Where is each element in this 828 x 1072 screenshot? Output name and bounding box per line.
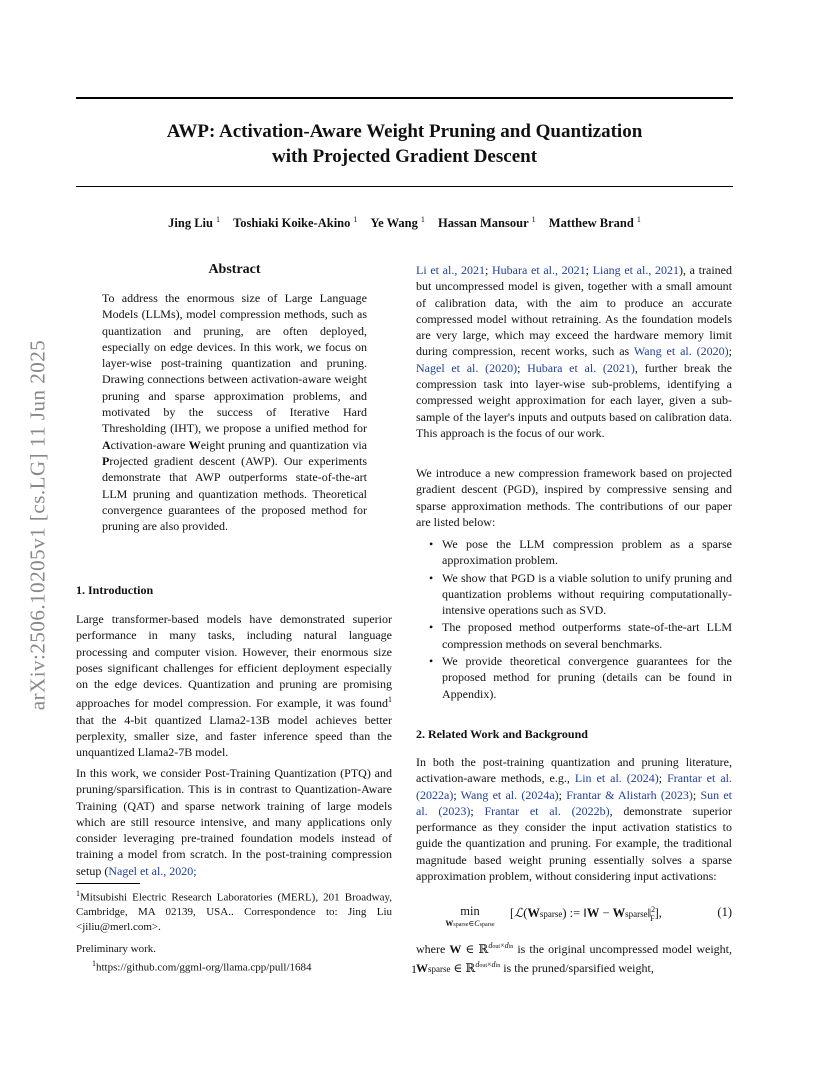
list-item: • We provide theoretical convergence guarantees for the proposed method for pruning (details can be found in Appendix). bbox=[442, 653, 732, 702]
related-paragraph-2: where W ∈ ℝ$^{dout\times din}$ is the original uncompressed model weight, Wsparse ∈ ℝ$^{dout\times din}$ is the pruned/sparsified weight, bbox=[416, 941, 732, 976]
related-heading: 2. Related Work and Background bbox=[416, 727, 588, 741]
citation-link[interactable]: Lin et al. (2024) bbox=[574, 771, 659, 786]
citation-link[interactable]: Nagel et al. (2020) bbox=[416, 360, 518, 375]
paper-title bbox=[76, 119, 733, 169]
title-line-1: AWP: Activation-Aware Weight Pruning and Quantization bbox=[166, 121, 643, 142]
citation-link[interactable]: Frantar et al. (2022b) bbox=[484, 803, 610, 818]
author: Toshiaki Koike-Akino $^1$ bbox=[233, 215, 358, 231]
citation-link[interactable]: Hubara et al. (2021) bbox=[527, 360, 635, 375]
list-item: • The proposed method outperforms state-of-the-art LLM compression methods on several benchmarks. bbox=[442, 619, 732, 652]
page-number: 1 bbox=[411, 962, 417, 976]
intro-heading: 1. Introduction bbox=[76, 583, 154, 597]
author: Hassan Mansour $^1$ bbox=[437, 215, 536, 231]
author: Matthew Brand $^1$ bbox=[548, 215, 641, 231]
abstract-body: To address the enormous size of Large Language Models (LLMs), model compression methods, such as quantization and pruning, are often deployed, especially on edge devices. In this work, we focus on layer-wise post-training quantization and pruning. Drawing connections between activation-aware weight pruning and sparse approximation problems, and motivated by the success of Iterative Hard Thresholding (IHT), we propose a unified method for Activation-aware Weight pruning and quantization via Projected gradient descent (AWP). Our experiments demonstrate that AWP outperforms state-of-the-art LLM pruning and quantization methods. Theoretical convergence guarantees of the proposed method for pruning are also provided. bbox=[102, 291, 368, 534]
author: Jing Liu $^1$ bbox=[168, 215, 220, 231]
author: Ye Wang $^1$ bbox=[370, 215, 425, 231]
contribution-list bbox=[416, 536, 732, 703]
abstract-heading: Abstract bbox=[208, 262, 261, 277]
list-item: • We show that PGD is a viable solution to unify pruning and quantization problems without requiring computationally-intensive operations such as SVD. bbox=[442, 570, 732, 619]
intro-paragraph-2-cont: Li et al., 2021; Hubara et al., 2021; Liang et al., 2021), a trained but uncompressed model is given, together with a small amount of calibration data, with the aim to produce an accurate compressed model without retraining. As the foundation models are very large, which may exceed the hardware memory limit during compression, recent works, such as Wang et al. (2020); Nagel et al. (2020); Hubara et al. (2021), further break the compression task into layer-wise sub-problems, identifying a compressed weight approximation for each layer, given a sub-sample of the layer's inputs and outputs based on calibration data. This approach is the focus of our work. bbox=[416, 263, 732, 440]
intro-paragraph-2: In this work, we consider Post-Training Quantization (PTQ) and pruning/sparsification. This is in contrast to Quantization-Aware Training (QAT) and sparse network training of large models which are still resource intensive, and many applications only consider leveraging pre-trained foundation models instead of training a model from scratch. In the post-training compression setup (Nagel et al., 2020; bbox=[76, 766, 392, 878]
arxiv-stamp: arXiv:2506.10205v1 [cs.LG] 11 Jun 2025 bbox=[25, 339, 50, 711]
citation-link[interactable]: Frantar et al. (2022a) bbox=[416, 771, 732, 802]
equation-number: (1) bbox=[717, 905, 732, 919]
citation-link[interactable]: Wang et al. (2024a) bbox=[460, 787, 559, 802]
citation-link[interactable]: Wang et al. (2020) bbox=[633, 344, 729, 359]
footnote-rule bbox=[76, 883, 140, 884]
footnote-url: $^1$https://github.com/ggml-org/llama.cpp/pull/1684 bbox=[92, 959, 312, 974]
citation-link[interactable]: Nagel et al., 2020; bbox=[108, 863, 197, 878]
footnote-affiliation: $^1$Mitsubishi Electric Research Laboratories (MERL), 201 Broadway, Cambridge, MA 02139, USA.. Correspondence to: Jing Liu <jiliu@merl.com>. bbox=[76, 889, 392, 933]
bottom-rule bbox=[76, 186, 733, 187]
top-rule bbox=[76, 97, 733, 99]
intro-paragraph-3: We introduce a new compression framework based on projected gradient descent (PGD), inspired by compressive sensing and sparse approximation methods. The contributions of our paper are listed below: bbox=[416, 466, 732, 529]
citation-link[interactable]: Frantar & Alistarh (2023) bbox=[566, 787, 693, 802]
related-paragraph-1: In both the post-training quantization and pruning literature, activation-aware methods, e.g., Lin et al. (2024); Frantar et al. (2022a); Wang et al. (2024a); Frantar & Alistarh (2023); Sun et al. (2023); Frantar et al. (2022b), demonstrate superior performance as they consider the input activation statistics to guide the quantization and pruning. For example, the traditional magnitude based weight pruning essentially solves a sparse approximation problem, without considering input activations: bbox=[416, 755, 733, 884]
preliminary-note: Preliminary work. bbox=[76, 943, 157, 955]
author-list bbox=[76, 215, 733, 231]
citation-link[interactable]: Li et al., 2021 bbox=[416, 263, 485, 277]
citation-link[interactable]: Liang et al., 2021 bbox=[592, 263, 680, 277]
intro-paragraph-1: Large transformer-based models have demonstrated superior performance in many tasks, including natural language processing and computer vision. However, their enormous size poses significant challenges for efficient deployment especially on the edge devices. Quantization and pruning are promising approaches for model compression. For example, it was found$^1$ that the 4-bit quantized Llama2-13B model achieves better perplexity, smaller size, and faster inference speed than the unquantized Llama2-7B model. bbox=[76, 612, 392, 760]
title-line-2: with Projected Gradient Descent bbox=[271, 146, 538, 167]
citation-link[interactable]: Hubara et al., 2021 bbox=[492, 263, 586, 277]
list-item: • We pose the LLM compression problem as a sparse approximation problem. bbox=[442, 536, 732, 569]
citation-link[interactable]: Sun et al. (2023) bbox=[416, 787, 732, 818]
